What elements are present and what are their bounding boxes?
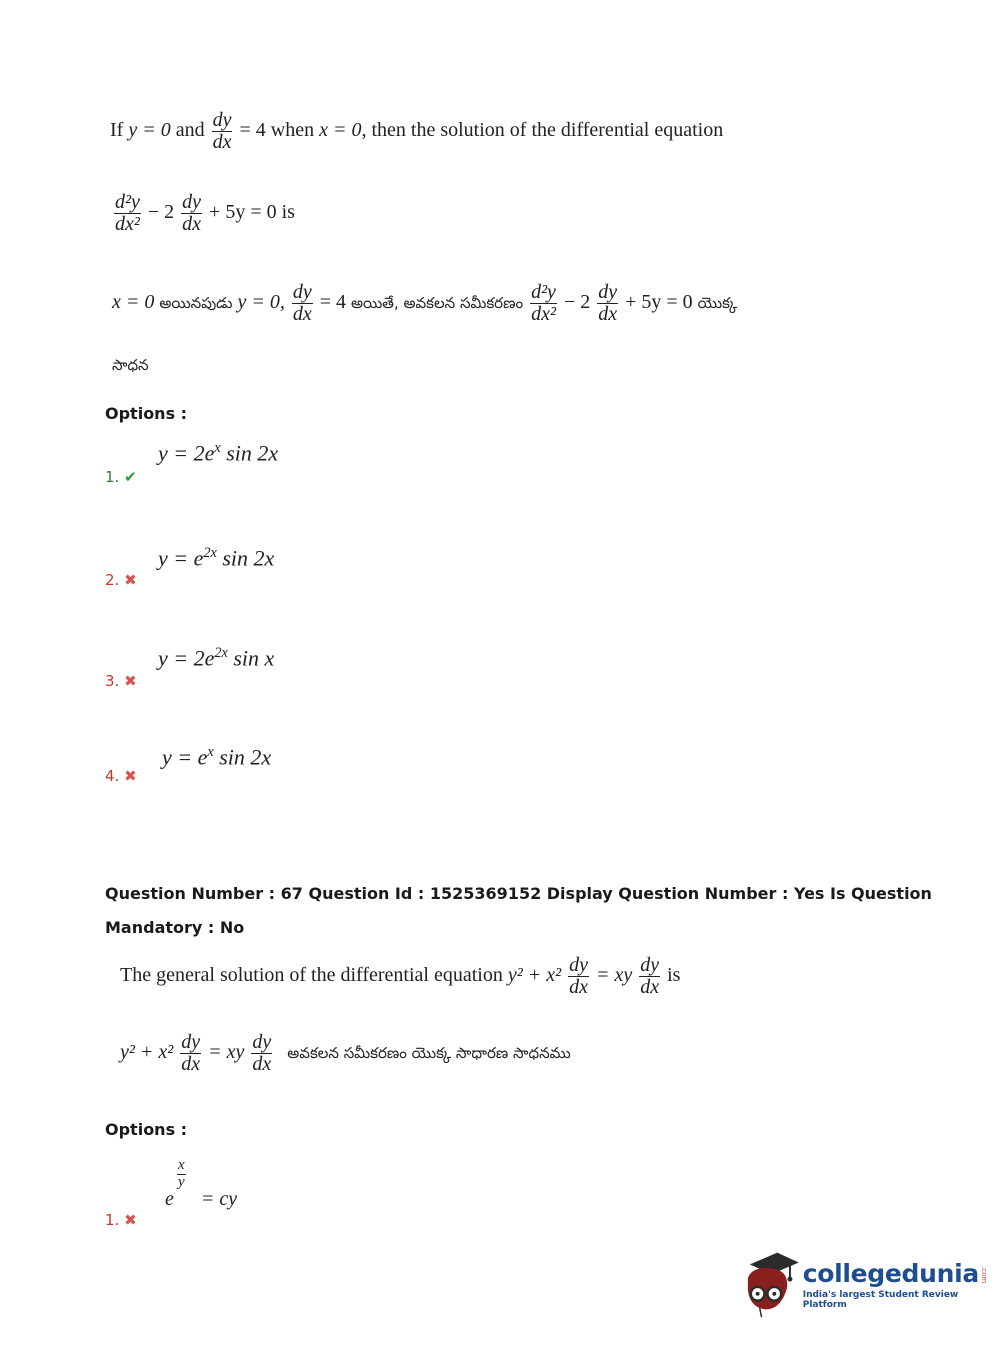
fraction-d2y-dx2 [530, 282, 557, 325]
cross-icon: ✖ [124, 571, 137, 589]
text: , then the solution of the differential equation [361, 119, 724, 142]
q66-telugu-line1 [112, 282, 737, 325]
numerator: dy [640, 954, 660, 976]
option-number: 1. [105, 1211, 120, 1229]
numerator: dy [569, 954, 588, 976]
math-sup: x [207, 744, 214, 760]
denominator: dx [181, 1053, 201, 1075]
numerator: dy [292, 281, 312, 303]
denominator: dx [598, 303, 618, 325]
math-sup: 2x [214, 645, 228, 661]
q67-header-line1: Question Number : 67 Question Id : 1525369152 Display Question Number : Yes Is Question [105, 884, 932, 903]
fraction-dy-dx [181, 192, 202, 235]
math: = xy [595, 964, 633, 987]
denominator: y [178, 1173, 185, 1190]
math: x = 0 [112, 291, 155, 314]
math: sin 2x [216, 545, 275, 571]
denominator: dx² [531, 303, 556, 325]
logo-dotcom: .com [980, 1266, 988, 1284]
telugu-text: అయినపుడు [159, 294, 233, 313]
check-icon: ✔ [124, 468, 137, 486]
math: y = e [158, 545, 204, 571]
numerator: x [178, 1157, 185, 1173]
logo-tagline: India's largest Student Review Platform [802, 1289, 959, 1310]
math: + 5y = 0 [625, 291, 693, 314]
numerator: dy [252, 1031, 272, 1053]
math: y² + x² [507, 964, 562, 987]
fraction-dy-dx [292, 282, 313, 325]
cross-icon: ✖ [124, 767, 137, 785]
math: y² + x² [120, 1041, 174, 1064]
q66-option3-label [105, 672, 137, 690]
fraction-dy-dx [568, 955, 589, 998]
math: + 5y = 0 is [209, 201, 295, 224]
q66-option4-label [105, 767, 137, 785]
math: − 2 [563, 291, 591, 314]
q66-option4-expression [162, 744, 271, 770]
numerator: dy [182, 191, 202, 213]
math: y = 0, [237, 291, 285, 314]
math: = xy [208, 1041, 245, 1064]
collegedunia-logo [742, 1248, 1001, 1320]
fraction-dy-dx-2 [639, 955, 660, 998]
q66-option1-label [105, 468, 137, 486]
exponent-fraction [177, 1158, 186, 1191]
q66-option1-expression [158, 440, 278, 466]
math-sup: 2x [203, 545, 217, 561]
fraction-dy-dx [180, 1032, 201, 1075]
fraction-dy-dx [212, 110, 233, 153]
text: If [110, 119, 124, 142]
math: = 4 [239, 119, 266, 142]
cross-icon: ✖ [124, 1211, 137, 1229]
math: = cy [200, 1188, 238, 1210]
numerator: dy [181, 1031, 201, 1053]
options-label: Options : [105, 404, 188, 423]
option-number: 3. [105, 672, 120, 690]
q66-telugu-line2: సాధన [112, 356, 149, 374]
telugu-text: యొక్క [697, 294, 738, 313]
numerator: d²y [115, 191, 140, 213]
math: − 2 [147, 201, 175, 224]
math: sin 2x [220, 440, 279, 466]
option-number: 4. [105, 767, 120, 785]
telugu-text: అయితే, అవకలన సమీకరణం [351, 294, 524, 313]
cross-icon: ✖ [124, 672, 137, 690]
numerator: dy [598, 281, 618, 303]
math: y = 2e [158, 440, 215, 466]
math: y = 2e [158, 645, 215, 671]
text: is [667, 964, 681, 987]
option-number: 1. [105, 468, 120, 486]
q66-english-equation [112, 192, 295, 235]
telugu-text: అవకలన సమీకరణం యొక్క సాధారణ సాధనము [287, 1044, 571, 1063]
logo-wordmark: collegedunia [802, 1258, 979, 1288]
q67-telugu-line [120, 1032, 571, 1075]
numerator: dy [212, 109, 232, 131]
denominator: dx [640, 976, 660, 998]
q66-option3-expression [158, 645, 274, 671]
student-mascot-icon [742, 1248, 801, 1320]
options-label: Options : [105, 1120, 188, 1139]
denominator: dx² [115, 213, 140, 235]
math: sin 2x [213, 744, 272, 770]
math: sin x [227, 645, 275, 671]
math: y = 0 [128, 119, 171, 142]
q67-english-line [120, 955, 680, 998]
q66-option2-label [105, 571, 137, 589]
option-number: 2. [105, 571, 120, 589]
q67-header-line2: Mandatory : No [105, 918, 245, 937]
q67-option1-label [105, 1211, 137, 1229]
numerator: d²y [531, 281, 556, 303]
text: and [175, 119, 205, 142]
math: = 4 [319, 291, 347, 314]
text: The general solution of the differential equation [120, 964, 503, 987]
denominator: dx [212, 131, 232, 153]
denominator: dx [569, 976, 588, 998]
q66-option2-expression [158, 545, 274, 571]
q66-english-line1 [110, 110, 723, 153]
math: e [165, 1188, 174, 1210]
math-sup: x [214, 440, 221, 456]
math: y = e [162, 744, 208, 770]
denominator: dx [292, 303, 312, 325]
denominator: dx [252, 1053, 272, 1075]
fraction-dy-dx-2 [597, 282, 618, 325]
denominator: dx [182, 213, 202, 235]
fraction-d2y-dx2 [114, 192, 141, 235]
fraction-dy-dx-2 [251, 1032, 272, 1075]
text: when [270, 119, 315, 142]
q67-option1-expression [165, 1158, 237, 1211]
math: x = 0 [319, 119, 362, 142]
